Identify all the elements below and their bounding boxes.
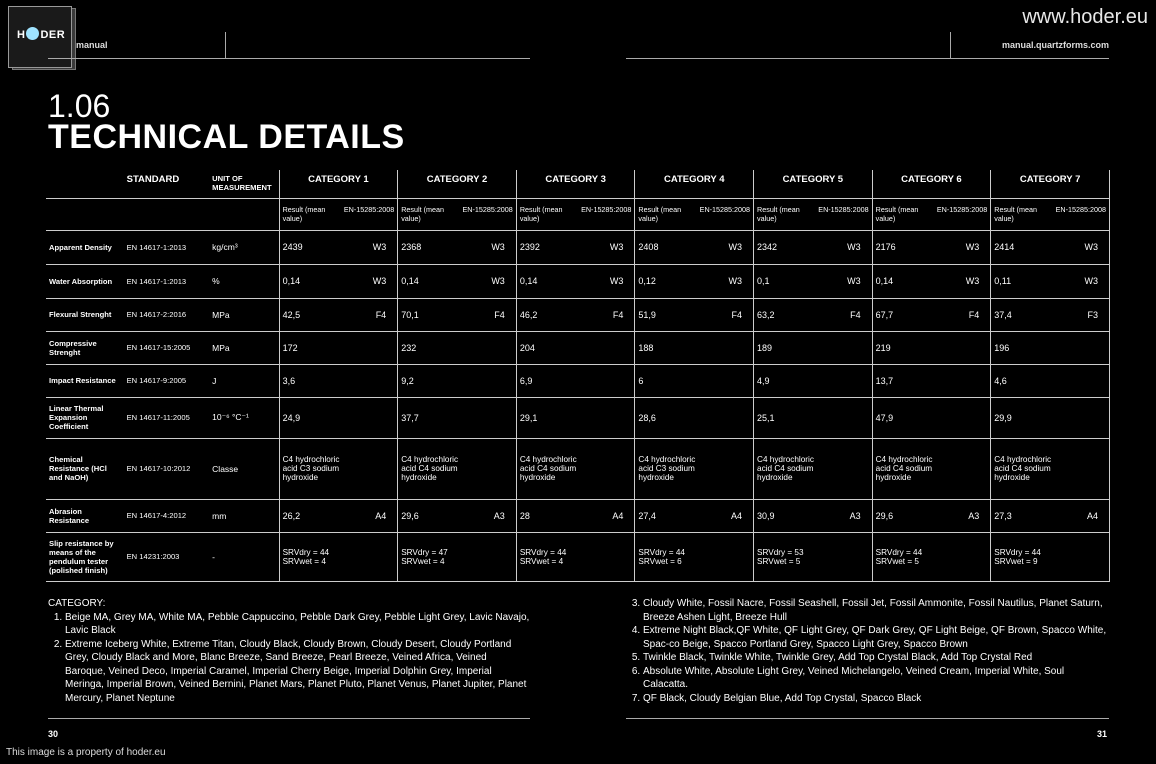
value-cell [279,499,398,532]
value-text: C4 hydrochloric acid C3 sodium hydroxide [282,455,340,482]
row-unit: kg/cm³ [209,230,279,264]
col-category-2: CATEGORY 2 [398,170,517,198]
value-class: F4 [375,309,387,320]
row-unit: J [209,364,279,397]
value-number: 3,6 [282,375,296,386]
value-cell [991,438,1110,499]
category-list-left [48,597,530,705]
category-list-right [626,597,1110,705]
subheader-result: Result (mean value) [875,205,919,223]
value-number: 37,4 [994,309,1012,320]
value-class: A3 [968,510,980,521]
value-cell [754,298,873,331]
value-class: W3 [965,276,980,286]
header-divider-left [225,32,226,58]
value-number: 189 [757,342,773,353]
row-unit: % [209,264,279,298]
value-class: W3 [847,276,861,286]
value-cell [991,397,1110,438]
value-class: A4 [1086,510,1098,521]
value-cell [635,264,754,298]
value-cell [516,298,635,331]
row-label: Abrasion Resistance [46,499,124,532]
value-class: W3 [1084,242,1098,252]
value-number: 63,2 [757,309,775,320]
col-category-1: CATEGORY 1 [279,170,398,198]
subheader-cell [398,198,517,230]
category-item: 4. Extreme Night Black,QF White, QF Light Grey, QF Dark Grey, QF Light Beige, QF Brown, Spacco White, Spac-co Beige, Spacco Portland Grey, Spacco Light Grey, Spacco Brown [643,624,1110,651]
row-standard: EN 14617-9:2005 [124,364,210,397]
subheader-empty [124,198,210,230]
row-standard: EN 14617-2:2016 [124,298,210,331]
value-class: F3 [1087,309,1098,320]
subheader-cell [754,198,873,230]
technical-details-table [46,170,1110,582]
col-category-7: CATEGORY 7 [991,170,1110,198]
row-standard: EN 14231:2003 [124,532,210,581]
subheader-standard: EN-15285:2008 [818,205,869,214]
value-cell [872,397,991,438]
value-number: 51,9 [638,309,656,320]
value-cell [872,331,991,364]
value-number: 188 [638,342,654,353]
value-cell [991,298,1110,331]
table-row [46,230,1110,264]
value-cell [635,230,754,264]
row-label: Apparent Density [46,230,124,264]
value-number: 172 [282,342,298,353]
category-item: 3. Cloudy White, Fossil Nacre, Fossil Seashell, Fossil Jet, Fossil Ammonite, Fossil Nautilus, Planet Saturn, Breeze Ashen Light, Breeze Hull [643,597,1110,624]
value-text: SRVdry = 44 SRVwet = 4 [282,547,330,566]
value-text: C4 hydrochloric acid C4 sodium hydroxide [757,455,814,482]
value-class: A3 [849,510,861,521]
value-cell [635,331,754,364]
value-cell [754,532,873,581]
value-number: 42,5 [282,309,301,320]
row-unit: 10⁻⁶ °C⁻¹ [209,397,279,438]
value-cell [991,230,1110,264]
col-category-4: CATEGORY 4 [635,170,754,198]
logo-text: H DER [17,29,66,41]
value-text: C4 hydrochloric acid C4 sodium hydroxide [401,455,459,482]
subheader-result: Result (mean value) [519,205,563,223]
value-cell [754,499,873,532]
header-divider-right [950,32,951,58]
subheader-standard: EN-15285:2008 [699,205,751,214]
value-number: 24,9 [282,412,301,423]
header-left: manual [76,40,108,50]
site-url[interactable]: www.hoder.eu [1022,6,1148,28]
value-text: SRVdry = 44 SRVwet = 6 [638,547,685,566]
value-cell [754,438,873,499]
value-number: 46,2 [519,309,538,320]
value-cell [279,438,398,499]
category-item: 7. QF Black, Cloudy Belgian Blue, Add Top Crystal, Spacco Black [643,692,1110,706]
col-unit-header: UNIT OF MEASUREMENT [212,174,272,192]
value-number: 25,1 [757,412,775,423]
value-number: 2368 [401,242,422,252]
value-cell [754,331,873,364]
value-number: 4,6 [994,375,1007,386]
row-unit: MPa [209,298,279,331]
value-number: 13,7 [875,375,894,386]
value-number: 29,9 [994,412,1012,423]
value-cell [279,364,398,397]
subheader-empty [46,198,124,230]
table-row [46,499,1110,532]
value-class: W3 [728,276,743,286]
category-item: 6. Absolute White, Absolute Light Grey, Veined Michelangelo, Veined Cream, Imperial White, Soul Calacatta. [643,665,1110,692]
page-number-right: 31 [1097,729,1108,739]
value-cell [991,331,1110,364]
category-heading: CATEGORY: [48,598,106,609]
value-cell [279,298,398,331]
value-cell [398,264,517,298]
value-cell [872,438,991,499]
value-number: 29,6 [401,510,419,521]
col-category-6: CATEGORY 6 [872,170,991,198]
value-cell [754,364,873,397]
value-number: 47,9 [875,412,894,423]
subheader-result: Result (mean value) [757,205,800,223]
row-label: Chemical Resistance (HCl and NaOH) [46,438,124,499]
value-cell [635,298,754,331]
value-class: W3 [847,242,861,252]
value-cell [754,230,873,264]
value-class: W3 [372,276,387,286]
value-cell [516,532,635,581]
value-number: 0,14 [875,276,894,286]
section-title: TECHNICAL DETAILS [48,118,405,156]
value-text: C4 hydrochloric acid C4 sodium hydroxide [519,455,577,482]
value-cell [398,438,517,499]
value-text: SRVdry = 44 SRVwet = 5 [875,547,923,566]
row-unit: Classe [209,438,279,499]
row-standard: EN 14617-1:2013 [124,264,210,298]
value-cell [279,397,398,438]
value-number: 232 [401,342,417,353]
value-cell [872,532,991,581]
value-cell [398,331,517,364]
value-cell [279,331,398,364]
value-class: A4 [612,510,624,521]
row-unit: mm [209,499,279,532]
table-row [46,331,1110,364]
table-row [46,397,1110,438]
value-number: 0,14 [282,276,301,286]
header-right: manual.quartzforms.com [1002,40,1110,50]
row-unit: MPa [209,331,279,364]
row-standard: EN 14617-4:2012 [124,499,210,532]
value-number: 67,7 [875,309,894,320]
page-number-left: 30 [48,729,59,739]
value-class: F4 [494,309,505,320]
subheader-cell [991,198,1110,230]
row-standard: EN 14617-15:2005 [124,331,210,364]
value-cell [516,438,635,499]
subheader-result: Result (mean value) [282,205,326,223]
subheader-cell [279,198,398,230]
value-number: 0,1 [757,276,770,286]
value-text: SRVdry = 44 SRVwet = 4 [519,547,567,566]
value-cell [398,230,517,264]
value-cell [872,364,991,397]
subheader-result: Result (mean value) [994,205,1037,223]
value-number: 2342 [757,242,778,252]
value-number: 0,12 [638,276,656,286]
value-number: 0,14 [401,276,419,286]
value-cell [398,532,517,581]
value-class: W3 [491,242,505,252]
value-number: 6 [638,375,644,386]
value-class: F4 [968,309,980,320]
value-class: W3 [372,242,387,252]
value-text: SRVdry = 53 SRVwet = 5 [757,547,804,566]
value-number: 0,14 [519,276,538,286]
subheader-cell [872,198,991,230]
section-number: 1.06 [48,88,111,124]
value-cell [516,264,635,298]
subheader-standard: EN-15285:2008 [1055,205,1106,214]
value-cell [635,397,754,438]
category-item: 5. Twinkle Black, Twinkle White, Twinkle Grey, Add Top Crystal Black, Add Top Crystal Red [643,651,1110,665]
value-number: 37,7 [401,412,419,423]
value-number: 219 [875,342,891,353]
value-number: 196 [994,342,1010,353]
value-number: 29,6 [875,510,894,521]
value-cell [872,499,991,532]
value-cell [516,499,635,532]
value-cell [279,230,398,264]
row-label: Water Absorption [46,264,124,298]
value-number: 27,3 [994,510,1012,521]
subheader-standard: EN-15285:2008 [581,205,632,214]
value-cell [516,364,635,397]
value-cell [991,499,1110,532]
value-class: A4 [375,510,387,521]
value-number: 28 [519,510,530,521]
value-cell [991,532,1110,581]
subheader-result: Result (mean value) [638,205,682,223]
value-number: 2392 [519,242,540,252]
value-number: 2176 [875,242,896,252]
table-row [46,364,1110,397]
row-standard: EN 14617-11:2005 [124,397,210,438]
subheader-standard: EN-15285:2008 [462,205,513,214]
value-class: W3 [609,242,624,252]
logo-dot-icon [26,27,39,40]
row-standard: EN 14617-1:2013 [124,230,210,264]
value-cell [516,397,635,438]
col-category-5: CATEGORY 5 [754,170,873,198]
header-rule-right [626,58,1109,59]
value-number: 0,11 [994,276,1012,286]
col-category-3: CATEGORY 3 [516,170,635,198]
value-cell [398,499,517,532]
footer-rule-right [626,718,1109,719]
value-cell [516,331,635,364]
footnote: This image is a property of hoder.eu [6,747,166,758]
value-cell [279,264,398,298]
value-text: C4 hydrochloric acid C4 sodium hydroxide [994,455,1052,482]
value-text: C4 hydrochloric acid C3 sodium hydroxide [638,455,696,482]
value-number: 9,2 [401,375,414,386]
value-cell [991,364,1110,397]
value-class: W3 [609,276,624,286]
row-label: Impact Resistance [46,364,124,397]
value-cell [398,397,517,438]
value-text: C4 hydrochloric acid C4 sodium hydroxide [875,455,933,482]
value-class: W3 [1084,276,1098,286]
value-cell [872,298,991,331]
value-text: SRVdry = 47 SRVwet = 4 [401,547,448,566]
value-number: 6,9 [519,375,533,386]
header-rule-left [48,58,530,59]
subheader-empty [209,198,279,230]
value-class: F4 [731,309,743,320]
value-cell [754,397,873,438]
value-number: 2414 [994,242,1015,252]
value-number: 30,9 [757,510,775,521]
value-cell [635,438,754,499]
value-cell [516,230,635,264]
value-text: SRVdry = 44 SRVwet = 9 [994,547,1041,566]
value-cell [635,532,754,581]
value-class: W3 [728,242,743,252]
value-number: 2408 [638,242,659,252]
subheader-cell [516,198,635,230]
value-cell [635,499,754,532]
subheader-result: Result (mean value) [401,205,444,223]
value-number: 27,4 [638,510,656,521]
value-class: A3 [493,510,505,521]
value-cell [635,364,754,397]
row-standard: EN 14617-10:2012 [124,438,210,499]
value-number: 29,1 [519,412,538,423]
value-cell [872,264,991,298]
row-label: Linear Thermal Expansion Coefficient [46,397,124,438]
value-number: 28,6 [638,412,656,423]
hoder-logo [8,6,76,70]
row-label: Compressive Strenght [46,331,124,364]
value-cell [872,230,991,264]
value-number: 26,2 [282,510,301,521]
row-label: Flexural Strenght [46,298,124,331]
category-item: 1. Beige MA, Grey MA, White MA, Pebble Cappuccino, Pebble Dark Grey, Pebble Light Grey, Lavic Navajo, Lavic Black [65,611,530,638]
value-cell [398,364,517,397]
value-cell [754,264,873,298]
value-class: F4 [612,309,624,320]
value-class: W3 [491,276,505,286]
table-row [46,264,1110,298]
subheader-standard: EN-15285:2008 [936,205,988,214]
category-item: 2. Extreme Iceberg White, Extreme Titan, Cloudy Black, Cloudy Brown, Cloudy Desert, Cloudy Portland Grey, Cloudy Black and More, Blanc Breeze, Sand Breeze, Pearl Breeze, Veined Africa, Veined Baroque, Veined Deco, Imperial Caramel, Imperial Cherry Beige, Imperial Dolphin Grey, Imperial Meringa, Imperial Brown, Veined Bernini, Planet Mars, Planet Pluto, Planet Venus, Planet Jupiter, Planet Mercury, Planet Neptune [65,638,530,706]
col-label-header [46,170,124,198]
subheader-cell [635,198,754,230]
value-cell [398,298,517,331]
value-number: 70,1 [401,309,419,320]
row-label: Slip resistance by means of the pendulum tester (polished finish) [46,532,124,581]
subheader-standard: EN-15285:2008 [343,205,395,214]
table-row [46,298,1110,331]
value-cell [279,532,398,581]
value-class: F4 [850,309,861,320]
table-row [46,532,1110,581]
value-class: W3 [965,242,980,252]
value-class: A4 [731,510,743,521]
col-standard-header: STANDARD [126,174,180,185]
value-number: 2439 [282,242,303,252]
row-unit: - [209,532,279,581]
value-cell [991,264,1110,298]
value-number: 204 [519,342,535,353]
footer-rule-left [48,718,530,719]
value-number: 4,9 [757,375,770,386]
table-row [46,438,1110,499]
